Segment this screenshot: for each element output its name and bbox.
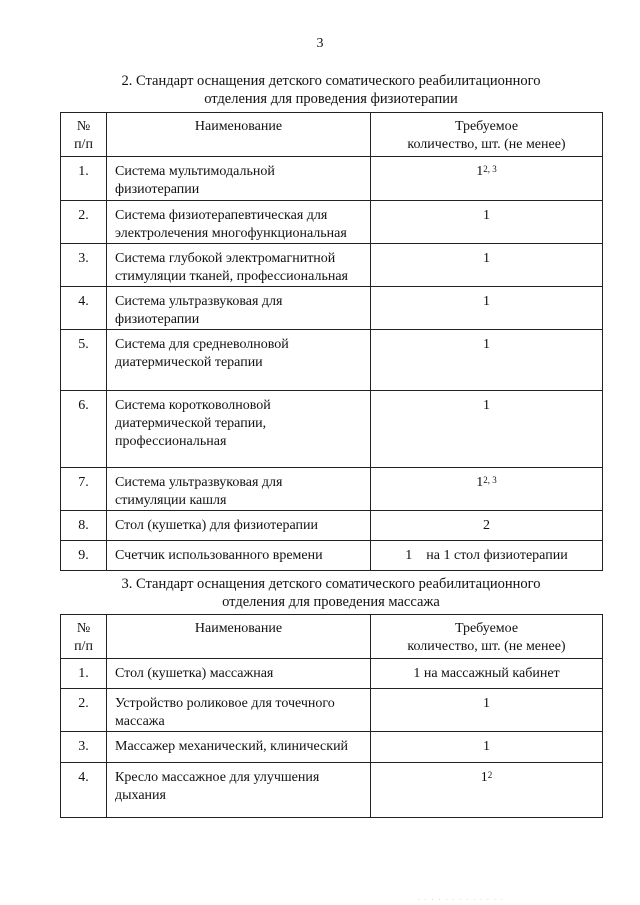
section-3-title-line1: 3. Стандарт оснащения детского соматического реабилитационного (121, 576, 541, 592)
physiotherapy-equipment-table (60, 112, 603, 571)
item-name-line: физиотерапии (115, 182, 200, 197)
item-quantity (371, 689, 603, 732)
item-name (107, 330, 371, 391)
item-quantity (371, 330, 603, 391)
row-number: 4. (61, 763, 107, 818)
row-number: 2. (61, 201, 107, 244)
row-number: 6. (61, 391, 107, 468)
table-row (61, 244, 603, 287)
item-name-line: Система глубокой электромагнитной (115, 251, 336, 266)
table-row (61, 201, 603, 244)
item-name-line: диатермической терапии, (115, 416, 267, 431)
table-header-row (61, 615, 603, 659)
page-number: 3 (316, 36, 324, 51)
item-quantity (371, 244, 603, 287)
item-name-line: Стол (кушетка) массажная (115, 666, 274, 681)
table-row (61, 689, 603, 732)
header-quantity-line1: Требуемое (454, 621, 519, 636)
item-quantity (371, 201, 603, 244)
header-name: Наименование (107, 615, 371, 659)
table-row (61, 511, 603, 541)
item-quantity (371, 732, 603, 763)
item-name (107, 541, 371, 571)
item-quantity (371, 541, 603, 571)
item-name (107, 511, 371, 541)
item-quantity (371, 511, 603, 541)
quantity-value: 1 (483, 398, 490, 413)
header-quantity-line2: количество, шт. (не менее) (407, 639, 566, 654)
quantity-value: 1 (476, 475, 484, 490)
header-number (61, 615, 107, 659)
item-name-line: Счетчик использованного времени (115, 548, 323, 563)
item-name-line: стимуляции тканей, профессиональная (115, 269, 348, 284)
quantity-value: 1 (476, 164, 484, 179)
item-name-line: электролечения многофункциональная (115, 226, 347, 241)
item-name-line: Система физиотерапевтическая для (115, 208, 328, 223)
item-name (107, 689, 371, 732)
table-row (61, 468, 603, 511)
row-number: 7. (61, 468, 107, 511)
table-row (61, 732, 603, 763)
header-number-line2: п/п (74, 137, 93, 152)
item-name-line: Система мультимодальной (115, 164, 275, 179)
item-name (107, 157, 371, 201)
item-quantity (371, 763, 603, 818)
row-number: 3. (61, 732, 107, 763)
table-row (61, 287, 603, 330)
item-name-line: Система коротковолновой (115, 398, 271, 413)
table-header-row (61, 113, 603, 157)
item-name-line: массажа (115, 714, 165, 729)
row-number: 4. (61, 287, 107, 330)
section-2-title-line1: 2. Стандарт оснащения детского соматического реабилитационного (121, 73, 541, 89)
item-quantity (371, 287, 603, 330)
row-number: 1. (61, 157, 107, 201)
header-quantity (371, 113, 603, 157)
item-name-line: Устройство роликовое для точечного (115, 696, 335, 711)
item-name (107, 468, 371, 511)
section-2-title-line2: отделения для проведения физиотерапии (204, 91, 458, 107)
quantity-value: 1 (480, 770, 488, 785)
section-2-title (60, 72, 602, 108)
quantity-value: 1 на массажный кабинет (413, 666, 560, 681)
header-number-line1: № (76, 119, 91, 134)
item-name-line: физиотерапии (115, 312, 200, 327)
quantity-value: 1 на 1 стол физиотерапии (405, 548, 568, 563)
header-quantity-line2: количество, шт. (не менее) (407, 137, 566, 152)
table-row (61, 659, 603, 689)
item-name (107, 287, 371, 330)
table-row (61, 541, 603, 571)
item-quantity (371, 391, 603, 468)
footnote-ref: 2, 3 (483, 164, 497, 174)
table-row (61, 330, 603, 391)
massage-equipment-table (60, 614, 603, 818)
quantity-value: 1 (483, 251, 490, 266)
row-number: 9. (61, 541, 107, 571)
section-3-title-line2: отделения для проведения массажа (222, 594, 440, 610)
row-number: 5. (61, 330, 107, 391)
header-number-line1: № (76, 621, 91, 636)
item-name (107, 763, 371, 818)
header-quantity (371, 615, 603, 659)
item-name (107, 659, 371, 689)
table-row (61, 391, 603, 468)
item-name (107, 201, 371, 244)
item-name-line: Система ультразвуковая для (115, 475, 283, 490)
item-name (107, 732, 371, 763)
item-name-line: Стол (кушетка) для физиотерапии (115, 518, 319, 533)
row-number: 8. (61, 511, 107, 541)
item-name (107, 391, 371, 468)
item-name (107, 244, 371, 287)
table-row (61, 157, 603, 201)
item-name-line: Система ультразвуковая для (115, 294, 283, 309)
header-number-line2: п/п (74, 639, 93, 654)
scan-mark: · · · · · · · · · · · · · (418, 898, 505, 903)
item-name-line: Массажер механический, клинический (115, 739, 349, 754)
item-name-line: стимуляции кашля (115, 493, 227, 508)
quantity-value: 1 (483, 739, 490, 754)
table-row (61, 763, 603, 818)
quantity-value: 1 (483, 208, 490, 223)
footnote-ref: 2 (487, 770, 493, 780)
row-number: 1. (61, 659, 107, 689)
header-name: Наименование (107, 113, 371, 157)
item-name-line: Система для средневолновой (115, 337, 289, 352)
quantity-value: 1 (483, 337, 490, 352)
item-quantity (371, 468, 603, 511)
item-name-line: дыхания (115, 788, 166, 803)
row-number: 2. (61, 689, 107, 732)
header-quantity-line1: Требуемое (454, 119, 519, 134)
section-3-title (60, 575, 602, 611)
item-name-line: профессиональная (115, 434, 227, 449)
item-quantity (371, 157, 603, 201)
item-name-line: Кресло массажное для улучшения (115, 770, 320, 785)
quantity-value: 1 (483, 696, 490, 711)
item-name-line: диатермической терапии (115, 355, 263, 370)
quantity-value: 1 (483, 294, 490, 309)
item-quantity (371, 659, 603, 689)
quantity-value: 2 (483, 518, 490, 533)
header-number (61, 113, 107, 157)
footnote-ref: 2, 3 (483, 475, 497, 485)
row-number: 3. (61, 244, 107, 287)
